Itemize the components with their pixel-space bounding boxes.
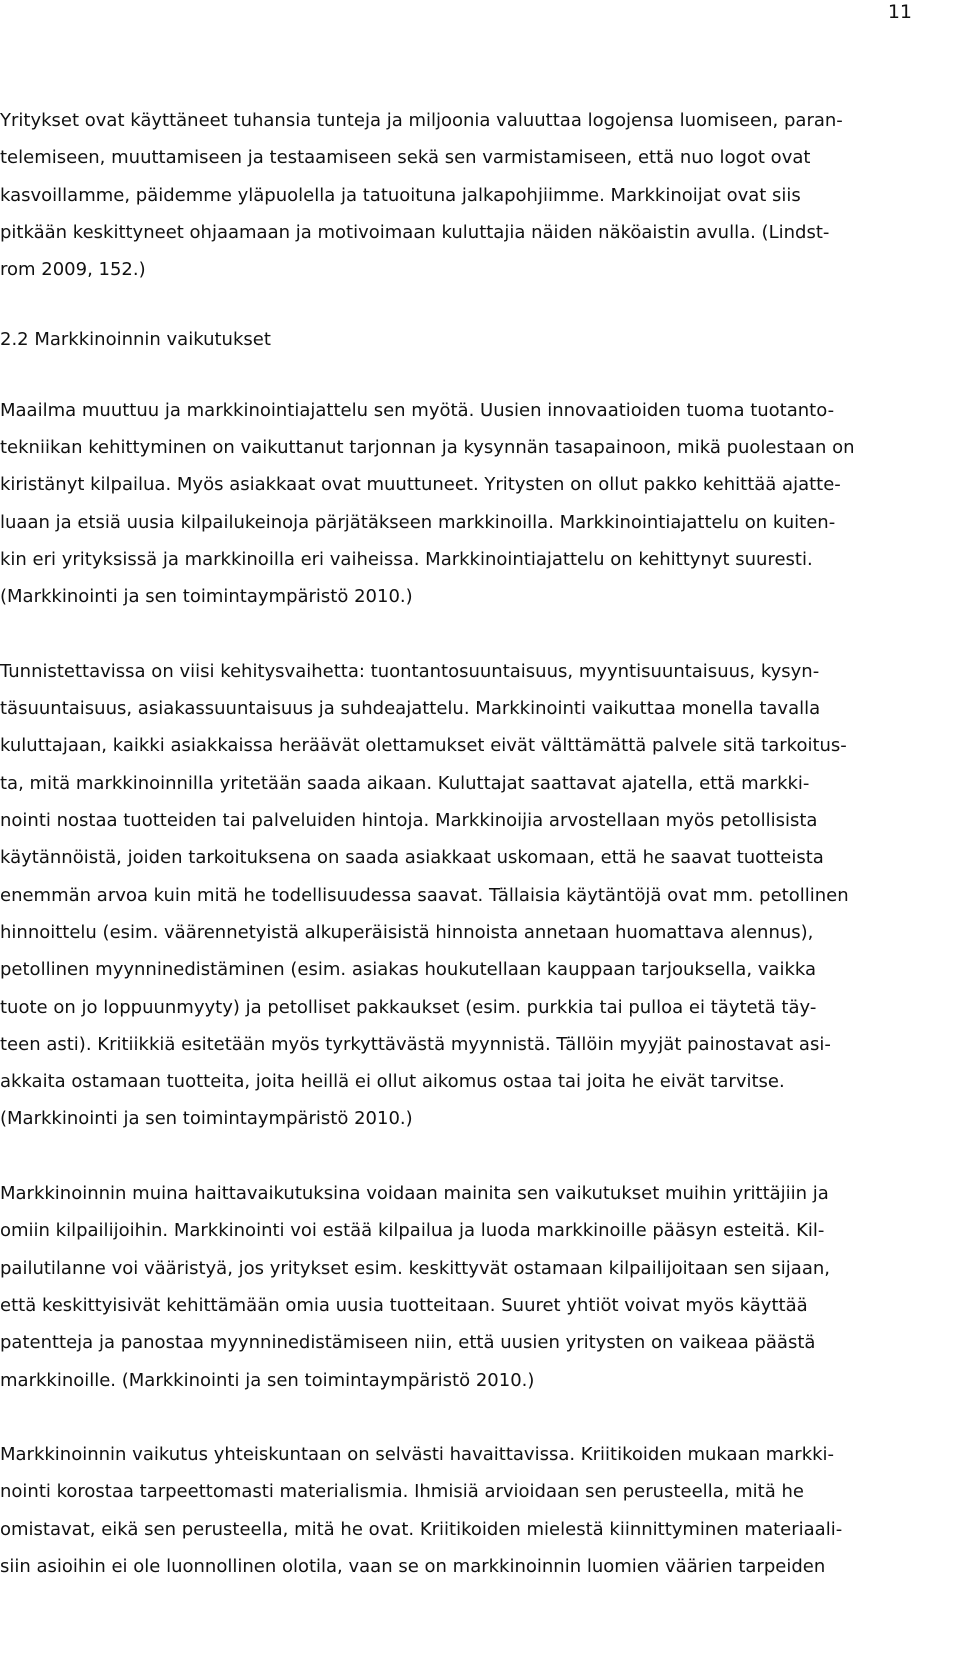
text-line: patentteja ja panostaa myynninedistämiseen niin, että uusien yritysten on vaikeaa päästä (0, 1332, 816, 1354)
paragraph (0, 102, 920, 288)
text-line: enemmän arvoa kuin mitä he todellisuudessa saavat. Tällaisia käytäntöjä ovat mm. petollinen (0, 884, 849, 906)
text-line: käytännöistä, joiden tarkoituksena on saada asiakkaat uskomaan, että he saavat tuotteista (0, 847, 824, 869)
text-line: Tunnistettavissa on viisi kehitysvaihetta: tuontantosuuntaisuus, myyntisuuntaisuus, kysyn- (0, 660, 820, 682)
text-line: hinnoittelu (esim. väärennetyistä alkuperäisistä hinnoista annetaan huomattava alennus), (0, 921, 814, 943)
paragraph (0, 653, 920, 1138)
text-line: tuote on jo loppuunmyyty) ja petolliset pakkaukset (esim. purkkia tai pulloa ei täytetä täy- (0, 996, 817, 1018)
text-line: kin eri yrityksissä ja markkinoilla eri vaiheissa. Markkinointiajattelu on kehittynyt suuresti. (0, 548, 813, 570)
paragraph (0, 392, 920, 616)
text-line: (Markkinointi ja sen toimintaympäristö 2010.) (0, 1108, 413, 1130)
text-line: omiin kilpailijoihin. Markkinointi voi estää kilpailua ja luoda markkinoille pääsyn esteitä. Kil- (0, 1220, 825, 1242)
text-line: täsuuntaisuus, asiakassuuntaisuus ja suhdeajattelu. Markkinointi vaikuttaa monella tavalla (0, 698, 821, 720)
text-line: (Markkinointi ja sen toimintaympäristö 2010.) (0, 586, 413, 608)
text-line: tekniikan kehittyminen on vaikuttanut tarjonnan ja kysynnän tasapainoon, mikä puolestaan on (0, 437, 855, 459)
text-line: pailutilanne voi vääristyä, jos yritykset esim. keskittyvät ostamaan kilpailijoitaan sen sijaan, (0, 1257, 830, 1279)
text-line: petollinen myynninedistäminen (esim. asiakas houkutellaan kauppaan tarjouksella, vaikka (0, 959, 817, 981)
text-line: omistavat, eikä sen perusteella, mitä he ovat. Kriitikoiden mielestä kiinnittyminen materiaali- (0, 1518, 843, 1540)
text-line: kiristänyt kilpailua. Myös asiakkaat ovat muuttuneet. Yritysten on ollut pakko kehittää ajatte- (0, 474, 841, 496)
text-line: nointi korostaa tarpeettomasti materialismia. Ihmisiä arvioidaan sen perusteella, mitä he (0, 1481, 804, 1503)
text-line: telemiseen, muuttamiseen ja testaamiseen sekä sen varmistamiseen, että nuo logot ovat (0, 147, 811, 169)
text-line: ta, mitä markkinoinnilla yritetään saada aikaan. Kuluttajat saattavat ajatella, että markki- (0, 772, 810, 794)
section-heading: 2.2 Markkinoinnin vaikutukset (0, 329, 271, 351)
text-line: Yritykset ovat käyttäneet tuhansia tunteja ja miljoonia valuuttaa logojensa luomiseen, paran- (0, 110, 843, 131)
paragraph (0, 1175, 920, 1399)
text-line: rom 2009, 152.) (0, 259, 146, 281)
paragraph (0, 1436, 920, 1585)
text-line: Markkinoinnin muina haittavaikutuksina voidaan mainita sen vaikutukset muihin yrittäjiin ja (0, 1183, 829, 1205)
text-line: kasvoillamme, päidemme yläpuolella ja tatuoituna jalkapohjiimme. Markkinoijat ovat siis (0, 184, 801, 206)
text-line: pitkään keskittyneet ohjaamaan ja motivoimaan kuluttajia näiden näköaistin avulla. (Lindst- (0, 221, 830, 243)
text-line: kuluttajaan, kaikki asiakkaissa heräävät olettamukset eivät välttämättä palvele sitä tarkoitus- (0, 735, 847, 757)
document-body (0, 102, 920, 1585)
text-line: että keskittyisivät kehittämään omia uusia tuotteitaan. Suuret yhtiöt voivat myös käyttää (0, 1294, 808, 1316)
text-line: markkinoille. (Markkinointi ja sen toimintaympäristö 2010.) (0, 1369, 535, 1391)
text-line: Markkinoinnin vaikutus yhteiskuntaan on selvästi havaittavissa. Kriitikoiden mukaan markki- (0, 1444, 835, 1466)
text-line: siin asioihin ei ole luonnollinen olotila, vaan se on markkinoinnin luomien väärien tarpeiden (0, 1555, 826, 1577)
text-line: Maailma muuttuu ja markkinointiajattelu sen myötä. Uusien innovaatioiden tuoma tuotanto- (0, 399, 835, 421)
page-number: 11 (887, 1, 912, 23)
text-line: luaan ja etsiä uusia kilpailukeinoja pärjätäkseen markkinoilla. Markkinointiajattelu on kuiten- (0, 511, 836, 533)
text-line: akkaita ostamaan tuotteita, joita heillä ei ollut aikomus ostaa tai joita he eivät tarvitse. (0, 1071, 785, 1093)
text-line: teen asti). Kritiikkiä esitetään myös tyrkyttävästä myynnistä. Tällöin myyjät painostavat asi- (0, 1033, 831, 1055)
text-line: nointi nostaa tuotteiden tai palveluiden hintoja. Markkinoijia arvostellaan myös petollisista (0, 810, 818, 832)
